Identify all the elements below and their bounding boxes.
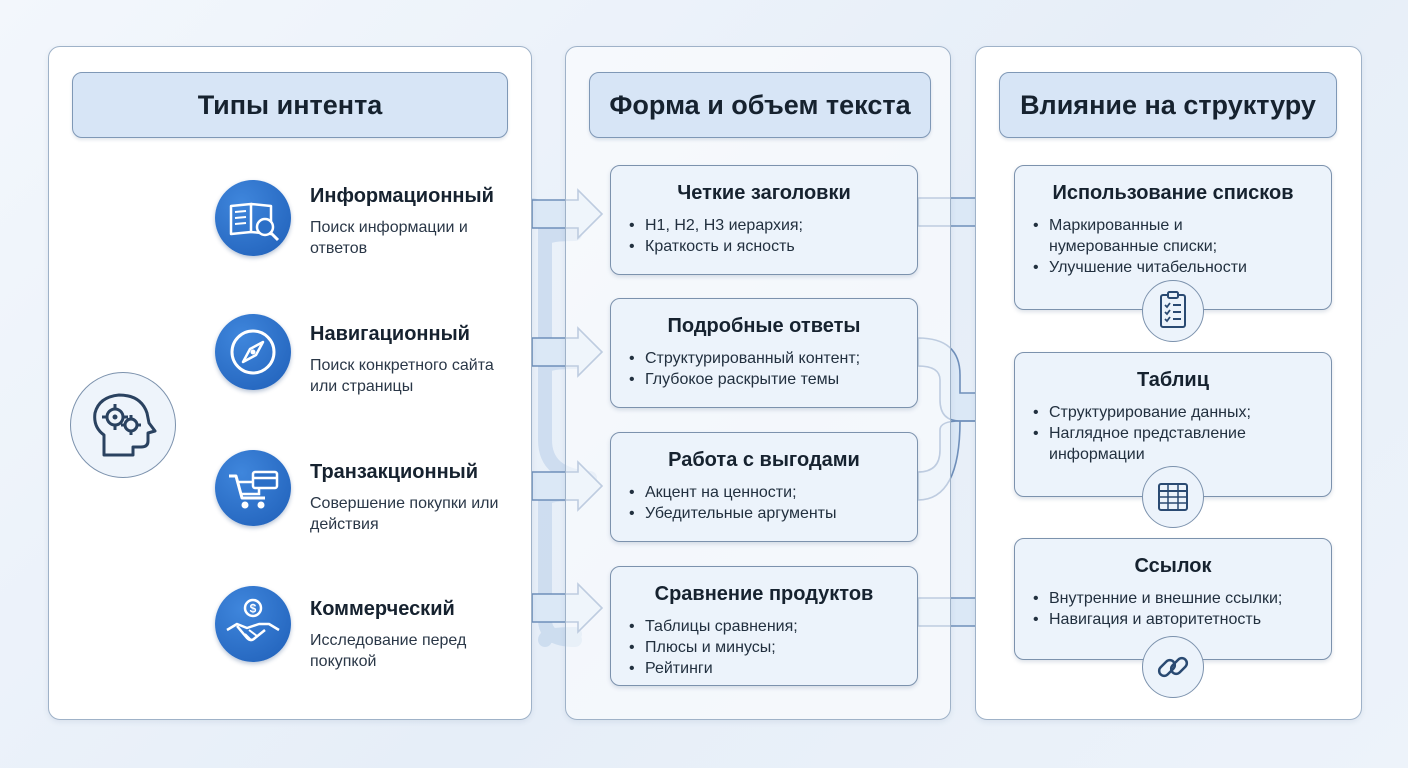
intent-transactional	[310, 461, 500, 535]
bullet-item: • Таблицы сравнения;	[629, 616, 917, 637]
bullet-item: • Плюсы и минусы;	[629, 637, 917, 658]
intent-description: Поиск информации и ответов	[310, 219, 468, 257]
card-bullets	[1015, 402, 1331, 465]
bullet-item: • Краткость и ясность	[629, 236, 917, 257]
head-gears-icon	[71, 373, 175, 477]
bullet-item: • Внутренние и внешние ссылки;	[1033, 588, 1331, 609]
card-bullets	[1015, 215, 1313, 278]
compass-icon	[215, 314, 291, 390]
card-bullets	[611, 215, 917, 257]
form-card-benefits	[610, 432, 918, 542]
card-bullets	[611, 616, 917, 679]
card-title: Сравнение продуктов	[654, 583, 874, 605]
intent-icon-circle	[215, 450, 291, 526]
card-title: Работа с выгодами	[668, 449, 860, 471]
intent-title: Навигационный	[310, 323, 470, 345]
text-form-header: Форма и объем текста	[589, 72, 931, 138]
bullet-item: • Структурированный контент;	[629, 348, 917, 369]
head-gears-circle	[70, 372, 176, 478]
intent-icon-circle	[215, 180, 291, 256]
card-bullets	[1015, 588, 1331, 630]
table-icon-circle	[1142, 466, 1204, 528]
intent-icon-circle	[215, 314, 291, 390]
bullet-item: • Маркированные и нумерованные списки;	[1033, 215, 1249, 257]
form-card-clear-headings	[610, 165, 918, 275]
intent-description: Совершение покупки или действия	[310, 495, 499, 533]
intent-navigational	[310, 323, 500, 397]
intent-title: Коммерческий	[310, 598, 455, 620]
form-card-detailed-answers	[610, 298, 918, 408]
svg-text:$: $	[249, 601, 257, 616]
card-title: Ссылок	[1134, 555, 1212, 577]
intent-description: Исследование перед покупкой	[310, 632, 467, 670]
bullet-item: • Убедительные аргументы	[629, 503, 917, 524]
intent-types-header: Типы интента	[72, 72, 508, 138]
handshake-dollar-icon	[215, 586, 291, 662]
book-magnifier-icon	[215, 180, 291, 256]
intent-commercial	[310, 598, 500, 672]
shopping-cart-card-icon	[215, 450, 291, 526]
link-icon-circle	[1142, 636, 1204, 698]
intent-title: Транзакционный	[310, 461, 479, 483]
card-title: Таблиц	[1137, 369, 1209, 391]
card-title: Использование списков	[1052, 182, 1294, 204]
card-bullets	[611, 482, 917, 524]
intent-informational	[310, 185, 500, 259]
intent-description: Поиск конкретного сайта или страницы	[310, 357, 494, 395]
card-title: Подробные ответы	[667, 315, 861, 337]
intent-icon-circle	[215, 586, 291, 662]
form-card-product-comparison	[610, 566, 918, 686]
bullet-item: • Акцент на ценности;	[629, 482, 917, 503]
checklist-icon	[1143, 281, 1203, 341]
structure-impact-header: Влияние на структуру	[999, 72, 1337, 138]
bullet-item: • Наглядное представление информации	[1033, 423, 1289, 465]
bullet-item: • H1, H2, H3 иерархия;	[629, 215, 917, 236]
bullet-item: • Рейтинги	[629, 658, 917, 679]
card-bullets	[611, 348, 917, 390]
checklist-icon-circle	[1142, 280, 1204, 342]
bullet-item: • Улучшение читабельности	[1033, 257, 1313, 278]
bullet-item: • Структурирование данных;	[1033, 402, 1331, 423]
card-title: Четкие заголовки	[677, 182, 851, 204]
table-icon	[1143, 467, 1203, 527]
intent-title: Информационный	[310, 185, 494, 207]
bullet-item: • Глубокое раскрытие темы	[629, 369, 917, 390]
link-icon	[1143, 637, 1203, 697]
bullet-item: • Навигация и авторитетность	[1033, 609, 1331, 630]
